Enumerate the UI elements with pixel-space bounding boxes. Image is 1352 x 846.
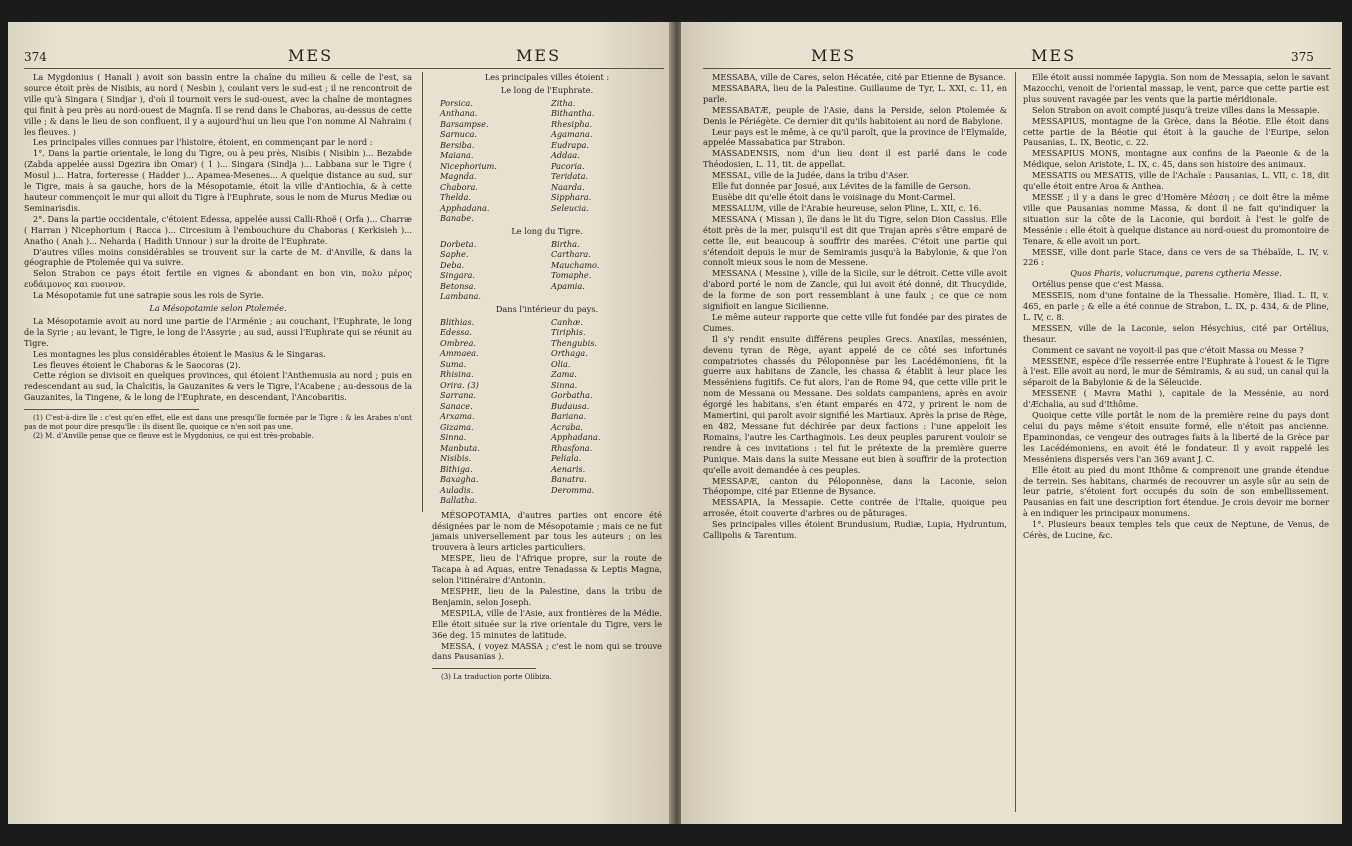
city-name: Sinna. xyxy=(440,432,467,443)
paragraph: MESSABA, ville de Cares, selon Hécatée, cité par Etienne de Bysance. xyxy=(712,72,1006,82)
list-heading: Le long de l'Euphrate. xyxy=(500,84,594,95)
city-name: Orira. (3) xyxy=(440,379,479,390)
city-name: Nisibis. xyxy=(440,453,472,464)
paragraph: MESSAPIA, la Messapie. Cette contrée de l'Italie, quoique peu arrosée, étoit couverte d'arbres ou de pâturages. xyxy=(703,497,1007,519)
city-name: Tiriphis. xyxy=(551,327,586,338)
city-name: Rhasfona. xyxy=(551,442,593,453)
list-heading: Dans l'intérieur du pays. xyxy=(495,303,599,314)
paragraph: Selon Strabon ce pays étoit fertile en vignes & abondant en bon vin, πολυ μέρος ευδάιμονος και ευοινον. xyxy=(24,268,412,290)
city-name: Apphadana. xyxy=(551,432,601,443)
city-name: Carthara. xyxy=(551,249,591,260)
page-number-right: 375 xyxy=(1291,50,1314,64)
page-number-left: 374 xyxy=(24,50,47,64)
city-name: Bithantha. xyxy=(551,108,595,119)
city-name: Maiana. xyxy=(440,150,474,161)
city-name: Pacoria. xyxy=(551,160,585,171)
list-heading: Le long du Tigre. xyxy=(511,225,583,236)
city-name: Olia. xyxy=(551,358,571,369)
verse-quote: Quos Pharis, volucrumque, parens cytheria Messe. xyxy=(1070,268,1282,279)
footnote-rule xyxy=(432,668,536,669)
running-head-left: MES xyxy=(288,46,334,65)
paragraph: Cette région se divisoit en quelques provinces, qui étoient l'Anthemusia au nord ; puis en redescendant au sud, la Chalcitis, la Gauzanites & vers le Tigre, l'Acabene ; au-dessous de la Gauzanites, la Tingene, & le long de l'Euphrate, en descendant, l'Ancobaritis. xyxy=(24,370,412,403)
city-name: Peliala. xyxy=(551,453,582,464)
city-name: Rhesipha. xyxy=(551,118,593,129)
paragraph: MASSADENSIS, nom d'un lieu dont il est parlé dans le code Théodosien, L. 11, tit. de appellat. xyxy=(703,148,1007,170)
footnote-rule xyxy=(24,409,199,410)
paragraph: Eusèbe dit qu'elle étoit dans le voisinage du Mont-Carmel. xyxy=(712,191,956,202)
city-name: Ballatha. xyxy=(440,495,478,506)
column-divider xyxy=(1015,72,1016,812)
city-list-euphrate xyxy=(432,98,662,224)
paragraph: La Mésopotamie avoit au nord une partie de l'Arménie ; au couchant, l'Euphrate, le long de la Syrie ; au levant, le Tigre, le long de l'Assyrie ; au sud, aussi l'Euphrate qui se réunit au Tigre. xyxy=(24,315,412,348)
paragraph: MESPHE, lieu de la Palestine, dans la tribu de Benjamin, selon Joseph. xyxy=(432,585,662,607)
paragraph: Quoique cette ville portât le nom de la première reine du pays dont celui du pays même s'étoit ensuite formé, elle n'étoit pas ancienne. Epaminondas, ce vengeur des outrages faits à la liberté de la Grèce par les Lacédémoniens, en avoit été le fondateur. Il y avoit rappelé les Messéniens dispersés vers l'an 369 avant J. C. xyxy=(1023,410,1329,464)
paragraph: 1°. Plusieurs beaux temples tels que ceux de Neptune, de Venus, de Cérès, de Lucine, &c. xyxy=(1023,519,1329,541)
paragraph: Ortélius pense que c'est Massa. xyxy=(1032,279,1164,290)
paragraph: Leur pays est le même, à ce qu'il paroît, que la province de l'Elymaïde, appelée Massabatica par Strabon. xyxy=(703,126,1007,148)
city-name: Singara. xyxy=(440,270,476,281)
city-name: Budausa. xyxy=(551,400,590,411)
city-list-tigre xyxy=(432,239,662,302)
column-divider xyxy=(422,72,423,512)
paragraph: MESSE, ville dont parle Stace, dans ce vers de sa Thébaïde, L. IV, v. 226 : xyxy=(1023,246,1329,268)
paragraph: MESSENE ( Mavra Mathi ), capitale de la Messénie, au nord d'Æchalia, au sud d'Ithôme. xyxy=(1023,388,1329,410)
city-name: Sarnuca. xyxy=(440,129,478,140)
running-head-left-col2: MES xyxy=(516,46,562,65)
paragraph: MESSATIS ou MESATIS, ville de l'Achaïe : Pausanias, L. VII, c. 18, dit qu'elle étoit entre Aroa & Anthea. xyxy=(1023,170,1329,192)
header-rule xyxy=(703,68,1331,69)
city-name: Tomaphe. xyxy=(551,270,592,281)
city-list-left xyxy=(440,239,551,302)
city-name: Manbuta. xyxy=(440,442,480,453)
city-name: Apphadana. xyxy=(440,202,490,213)
running-head-right-col2: MES xyxy=(1031,46,1077,65)
city-name: Gizama. xyxy=(440,421,474,432)
paragraph: MESSAPIUS, montagne de la Grèce, dans la Béotie. Elle étoit dans cette partie de la Béotie qui étoit à la gauche de l'Euripe, selon Pausanias, L. IX, Beotic, c. 22. xyxy=(1023,115,1329,148)
city-name: Barsampse. xyxy=(440,118,489,129)
paragraph: Le même auteur rapporte que cette ville fut fondée par des pirates de Cumes. xyxy=(703,311,1007,333)
city-name: Anthana. xyxy=(440,108,478,119)
paragraph: MESSE ; il y a dans le grec d'Homère Μέσση ; ce doit être la même ville que Pausanias nomme Massa, & dont il ne fait qu'indiquer la situation sur la côte de la Laconie, qui bordoit à l'est le golfe de Messénie : elle étoit à quelque distance au nord-ouest du promontoire de Tenare, & elle avoit un port. xyxy=(1023,191,1329,246)
list-intro: Les principales villes étoient : xyxy=(484,72,610,82)
city-name: Teridata. xyxy=(551,171,589,182)
paragraph: MESPILA, ville de l'Asie, aux frontières de la Médie. Elle étoit située sur la rive orientale du Tigre, vers le 36e deg. 15 minutes de latitude. xyxy=(432,607,662,640)
city-list-right xyxy=(551,239,662,302)
paragraph: 2°. Dans la partie occidentale, c'étoient Edessa, appelée aussi Calli-Rhoë ( Orfa )... Charræ ( Harran ) Nicephorium ( Racca )... Circesium à l'embouchure du Chaboras ( Kerkisieh )... Anatho ( Anah )... Neharda ( Hadith Unnour ) sur la droite de l'Euphrate. xyxy=(24,213,412,246)
city-name: Mauchamo. xyxy=(551,259,600,270)
city-name: Ammaea. xyxy=(440,348,479,359)
city-name: Deba. xyxy=(440,259,465,270)
header-rule xyxy=(24,68,664,69)
paragraph: 1°. Dans la partie orientale, le long du Tigre, ou à peu près, Nisibis ( Nisibin )... Bezabde (Zabda appelée aussi Dgezira ibn Omar) ( 1 )... Singara (Sindja )... Labbana sur le Tigre ( Mosul )... Hatra, forteresse ( Hadder )... Apamea-Mesenes... A quelque distance au sud, sur le Tigre, mais à sa gauche, hors de la Mésopotamie, étoit la ville d'Antiochia, & à cette hauteur commençoit le mur qui alloit du Tigre à l'Euphrate, sous le nom de Murus Mediæ ou Seminarisdis. xyxy=(24,148,412,213)
city-list-left xyxy=(440,98,551,224)
right-page xyxy=(681,22,1342,824)
city-name: Nicephorium. xyxy=(440,160,497,171)
paragraph: Les principales villes connues par l'histoire, étoient, en commençant par le nord : xyxy=(33,137,373,148)
paragraph: Ses principales villes étoient Brundusium, Rudiæ, Lupia, Hydruntum, Callipolis & Tarentum. xyxy=(703,519,1007,541)
city-name: Eudrapa. xyxy=(551,139,590,150)
city-name: Canhæ. xyxy=(551,316,583,327)
paragraph: MESSA, ( voyez MASSA ; c'est le nom qui se trouve dans Pausanias ). xyxy=(432,640,662,662)
city-name: Banabe. xyxy=(440,213,474,224)
footnote: (1) C'est-à-dire île : c'est qu'en effet, elle est dans une presqu'île formée par le Tigre : & les Arabes n'ont pas de mot pour dire presqu'île : ils disent île, quoique ce n'en soit pas une. xyxy=(24,414,412,432)
city-list-interieur xyxy=(432,317,662,506)
city-name: Baxagha. xyxy=(440,474,479,485)
paragraph: Il s'y rendit ensuite différens peuples Grecs. Anaxilas, messénien, devenu tyran de Rège, ayant appelé de ce côté ses infortunés compatriotes chassés du Péloponnèse par les Lacédémoniens, fit la guerre aux habitans de Zancle, les chassa & établit à leur place les Messéniens fugitifs. Ce fut alors, l'an de Rome 94, que cette ville prit le nom de Messana ou Messane. Des soldats campaniens, après en avoir égorgé les habitans, s'en étant emparés en 472, y prirent le nom de Mamertini, qui paroît avoir signifié les Martiaux. Après la prise de Rège, en 482, Messane fut déchirée par deux factions : l'une appeloit les Romains, l'autre les Carthaginois. Les deux peuples parurent vouloir se rendre à ces invitations : tel fut le prétexte de la première guerre Punique. Mais dans la suite Messane eut bien à souffrir de la protection qu'elle avoit demandée à ces peuples. xyxy=(703,333,1007,475)
section-subhead: La Mésopotamie selon Ptolemée. xyxy=(149,303,287,314)
paragraph: La Mésopotamie fut une satrapie sous les rois de Syrie. xyxy=(33,290,264,301)
footnote: (2) M. d'Anville pense que ce fleuve est le Mygdonius, ce qui est très-probable. xyxy=(33,432,314,441)
city-name: Addaa. xyxy=(551,150,580,161)
running-head-right: MES xyxy=(811,46,857,65)
city-name: Bithiga. xyxy=(440,463,473,474)
city-name: Blithias. xyxy=(440,316,475,327)
city-name: Agamana. xyxy=(551,129,593,140)
city-name: Thelda. xyxy=(440,192,471,203)
city-name: Aenaris. xyxy=(551,463,586,474)
paragraph: La Mygdonius ( Hanali ) avoit son bassin entre la chaîne du milieu & celle de l'est, sa source étoit près de Nisibis, au nord ( Nesbin ), coulant vers le sud-est ; il ne rencontroit de ville qu'à Singara ( Sindjar ), d'où il tournoit vers le sud-ouest, avec la chaîne de montagnes qui finit à peu près au nord-ouest de Magnſa. Il se rend dans le Chaboras, au-dessus de cette ville ; & dans le lieu de son confluent, il y a aujourd'hui un lieu que l'on nomme Al Nahraim ( les fleuves. ) xyxy=(24,72,412,137)
paragraph: Elle fut donnée par Josué, aux Lévites de la famille de Gerson. xyxy=(712,181,971,192)
city-name: Apamia. xyxy=(551,280,585,291)
paragraph: MESPE, lieu de l'Afrique propre, sur la route de Tacapa à ad Aquas, entre Tenadassa & Leptis Magna, selon l'itinéraire d'Antonin. xyxy=(432,553,662,586)
left-column-2 xyxy=(432,72,662,682)
city-name: Sarrana. xyxy=(440,390,476,401)
paragraph: Selon Strabon on avoit compté jusqu'à treize villes dans la Messapie. xyxy=(1032,104,1320,115)
paragraph: MÉSOPOTAMIA, d'autres parties ont encore été désignées par le nom de Mésopotamie ; mais ce ne fut jamais universellement par tous les auteurs ; on les trouvera à leurs articles particuliers. xyxy=(432,509,662,553)
city-name: Bersiba. xyxy=(440,139,475,150)
paragraph: MESSAL, ville de la Judée, dans la tribu d'Aser. xyxy=(712,170,909,181)
city-name: Zama. xyxy=(551,369,577,380)
city-list-right xyxy=(551,317,662,506)
right-column-1 xyxy=(703,72,1007,541)
paragraph: Elle étoit au pied du mont Ithôme & comprenoit une grande étendue de terrein. Ses habitans, charmés de recouvrer un asyle sûr au sein de leur patrie, s'étoient fort occupés du soin de son embellissement. Pausanias en fait une description fort étendue. Je crois devoir me borner à en indiquer les principaux monumens. xyxy=(1023,464,1329,519)
paragraph: MESSEN, ville de la Laconie, selon Hésychius, cité par Ortélius, thesaur. xyxy=(1023,322,1329,344)
city-name: Seleucia. xyxy=(551,202,589,213)
city-list-right xyxy=(551,98,662,224)
paragraph: MESSAPÆ, canton du Péloponnèse, dans la Laconie, selon Théopompe, cité par Etienne de Bysance. xyxy=(703,475,1007,497)
paragraph: MESSAPIUS MONS, montagne aux confins de la Paeonie & de la Médique, selon Aristote, L. IX, c. 45, dans son histoire des animaux. xyxy=(1023,148,1329,170)
city-name: Lambana. xyxy=(440,291,481,302)
city-name: Birtha. xyxy=(551,238,580,249)
city-name: Zitha. xyxy=(551,97,576,108)
city-name: Betonsa. xyxy=(440,280,477,291)
city-name: Bariana. xyxy=(551,411,587,422)
city-name: Sanace. xyxy=(440,400,473,411)
city-name: Dorbeta. xyxy=(440,238,477,249)
city-name: Deromma. xyxy=(551,484,595,495)
paragraph: Comment ce savant ne voyoit-il pas que c'étoit Massa ou Messe ? xyxy=(1032,344,1304,355)
city-name: Gorbatha. xyxy=(551,390,593,401)
paragraph: MESSANA ( Missan ), île dans le lit du Tigre, selon Dion Cassius. Elle étoit près de la mer, puisqu'il est dit que Trajan après s'être emparé de cette île, eut beaucoup à souffrir des marées. C'étoit une partie qui s'étendoit depuis le mur de Semiramis jusqu'à la Babylonie, & que l'on connoît mieux sous le nom de Messene. xyxy=(703,213,1007,268)
paragraph: MESSEIS, nom d'une fontaine de la Thessalie. Homère, Iliad. L. II, v. 465, en parle ; & elle a été connue de Strabon, L. IX, p. 434, & de Pline, L. IV, c. 8. xyxy=(1023,290,1329,322)
city-name: Auladis. xyxy=(440,484,474,495)
left-page xyxy=(8,22,673,824)
city-name: Banatra. xyxy=(551,474,587,485)
left-column-1 xyxy=(24,72,412,441)
city-name: Porsica. xyxy=(440,97,473,108)
paragraph: Elle étoit aussi nommée Iapygia. Son nom de Messapia, selon le savant Mazocchi, venoit de l'oriental massap, le vent, parce que cette partie est plus souvent ravagée par les vents que la partie méridionale. xyxy=(1023,72,1329,104)
city-name: Arxama. xyxy=(440,411,475,422)
paragraph: MESSANA ( Messine ), ville de la Sicile, sur le détroit. Cette ville avoit d'abord porté le nom de Zancle, qui lui avoit été donné, dit Thucydide, de la forme de son port ressemblant à une faulx ; ce que ce nom signifioit en langue Sicilienne. xyxy=(703,268,1007,312)
city-name: Rhisina. xyxy=(440,369,474,380)
paragraph: MESSENE, espèce d'île resserrée entre l'Euphrate à l'ouest & le Tigre à l'est. Elle avoit au nord, le mur de Sémiramis, & au sud, un canal qui la séparoit de la Babylonie & de la Séleucide. xyxy=(1023,355,1329,388)
city-name: Thengubis. xyxy=(551,337,598,348)
city-name: Sipphara. xyxy=(551,192,592,203)
city-name: Magnda. xyxy=(440,171,477,182)
footnote: (3) La traduction porte Olibiza. xyxy=(441,673,552,682)
city-name: Saphe. xyxy=(440,249,469,260)
city-name: Orthaga. xyxy=(551,348,588,359)
city-name: Suma. xyxy=(440,358,467,369)
city-name: Edessa. xyxy=(440,327,472,338)
city-name: Acraba. xyxy=(551,421,584,432)
city-name: Sinna. xyxy=(551,379,578,390)
city-name: Chabora. xyxy=(440,181,478,192)
right-column-2 xyxy=(1023,72,1329,541)
paragraph: Les montagnes les plus considérables étoient le Masius & le Singaras. xyxy=(33,348,326,359)
paragraph: Les fleuves étoient le Chaboras & le Saocoras (2). xyxy=(33,359,241,370)
paragraph: D'autres villes moins considérables se trouvent sur la carte de M. d'Anville, & dans la géographie de Ptolemée qui va suivre. xyxy=(24,246,412,268)
paragraph: MESSABATÆ, peuple de l'Asie, dans la Perside, selon Ptolemée & Denis le Périégète. Ce dernier dit qu'ils habitoient au nord de Babylone. xyxy=(703,104,1007,126)
paragraph: MESSALUM, ville de l'Arabie heureuse, selon Pline, L. XII, c. 16. xyxy=(712,202,982,213)
city-list-left xyxy=(440,317,551,506)
paragraph: MESSABARA, lieu de la Palestine. Guillaume de Tyr, L. XXI, c. 11, en parle. xyxy=(703,82,1007,104)
city-name: Naarda. xyxy=(551,181,585,192)
city-name: Ombrea. xyxy=(440,337,476,348)
